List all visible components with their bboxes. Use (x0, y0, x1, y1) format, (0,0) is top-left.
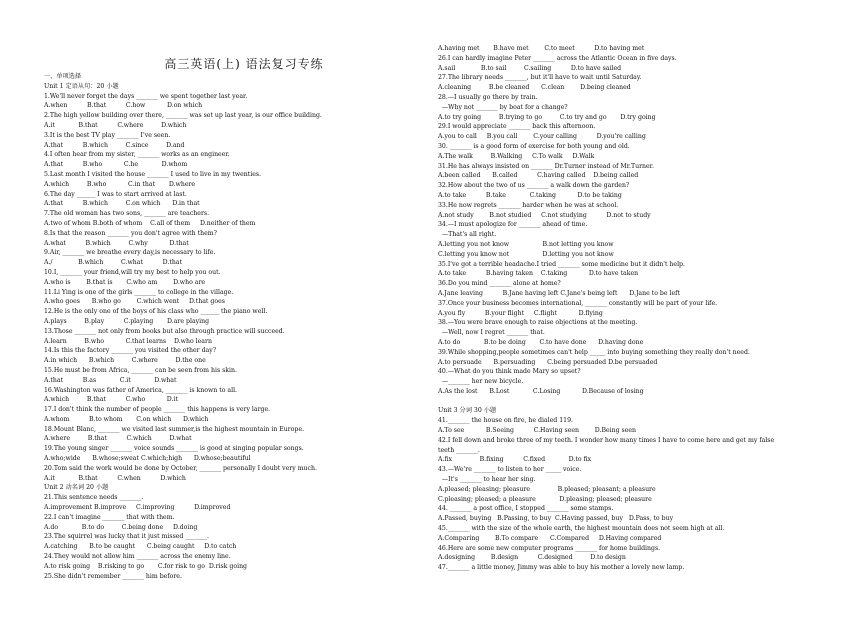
text-line: A.it B.that C.where D.which (44, 121, 187, 129)
right-column (438, 0, 838, 573)
text-line: A.improvement B.improve C.improving D.improved (44, 504, 231, 512)
text-line: A.not study B.not studied C.not studying D.not to study (438, 211, 651, 219)
text-line: 37.Once your business becomes international, _______ constantly will be part of your life. (438, 299, 718, 307)
text-line: 17.I don't think the number of people _______ this happens is very large. (44, 406, 271, 414)
text-line: A.pleased; pleasing; pleasure B.pleased; pleasant; a pleasure (438, 485, 656, 493)
text-line: 20.Tom said the work would be done by October, _______ personally I doubt very much. (44, 464, 317, 472)
text-line: 21.This sentence needs _______. (44, 494, 144, 502)
text-line: —It's _______ to hear her sing. (438, 476, 536, 484)
text-line: 30. _______ is a good form of exercise for both young and old. (438, 142, 630, 150)
text-line: A.that B.which C.on which D.in that (44, 200, 200, 208)
left-text-lines (44, 72, 444, 581)
text-line: 28.—I usually go there by train. (438, 93, 538, 101)
text-line: 10.I, _______ your friend,will try my best to help you out. (44, 268, 221, 276)
text-line: 40.—What do you think made Mary so upset? (438, 368, 581, 376)
text-line: A.who is B.that is C.who am D.who are (44, 278, 206, 286)
text-line: 13.Those _______ not only from books but also through practice will succeed. (44, 327, 285, 335)
text-line: 2.The high yellow building over there, _______ was set up last year, is our office building. (44, 112, 322, 120)
text-line: 31.He has always insisted on _______ Dr.Turner instead of Mr.Turner. (438, 162, 654, 170)
page-title: 高三英语(上) 语法复习专练 (164, 57, 324, 71)
text-line: A.fix B.fixing C.fixed D.to fix (438, 456, 592, 464)
text-line: A.you to call B.you call C.your calling D.you're calling (438, 133, 646, 141)
text-line: A.what B.which C.why D.that (44, 239, 189, 247)
right-text-lines (438, 44, 838, 573)
text-line: 5.Last month I visited the house _______ I used to live in my twenties. (44, 170, 262, 178)
text-line: —_______ her new bicycle. (438, 378, 524, 386)
text-line: 1.We'll never forget the days _______ we spent together last year. (44, 92, 248, 100)
text-line: A.to take B.having taken C.taking D.to have taken (438, 270, 639, 278)
text-line: Unit 3 分词 30 小题 (438, 407, 497, 415)
text-line: A.to risk going B.risking to go C.for risk to go D.risk going (44, 562, 248, 570)
text-line: 39.While shopping,people sometimes can't help _____ into buying something they really don't need. (438, 348, 750, 356)
text-line: A.Jane leaving B.Jane having left C.Jane's being left D.Jane to be left (438, 289, 680, 297)
text-line: A.catching B.to be caught C.being caught D.to catch (44, 543, 237, 551)
text-line: A.sail B.to sail C.sailing D.to have sailed (438, 64, 622, 72)
text-line: C.letting you know not D.letting you not know (438, 250, 614, 258)
text-line: A.Comparing B.To compare C.Compared D.Having compared (438, 534, 662, 542)
text-line: A.when B.that C.how D.on which (44, 102, 203, 110)
text-line: 38.—You were brave enough to raise objections at the meeting. (438, 319, 638, 327)
text-line: 35.I've got a terrible headache.I tried _______ some medicine but it didn't help. (438, 260, 685, 268)
text-line: A.to take B.take C.taking D.to be taking (438, 191, 622, 199)
text-line: 25.She didn't remember _______ him before. (44, 572, 182, 580)
text-line: 12.He is the only one of the boys of his class who ______ the piano well. (44, 308, 268, 316)
text-line: A.where B.that C.which D.what (44, 435, 192, 443)
text-line: 16.Washington was father of America, _______ is known to all. (44, 386, 238, 394)
text-line: A.to try going B.trying to go C.to try and go D.try going (438, 113, 656, 121)
text-line: 34.—I must apologize for _______ ahead of time. (438, 221, 588, 229)
text-line: A.to persuade B.persuading C.being persuaded D.be persuaded (438, 358, 658, 366)
text-line (438, 397, 838, 407)
text-line: A.To see B.Seeing C.Having seen D.Being seen (438, 427, 637, 435)
text-line: 29.I would appreciate _______ back this afternoon. (438, 123, 596, 131)
text-line: 8.Is that the reason _______ you don't agree with them? (44, 229, 217, 237)
text-line: 46.Here are some new computer programs _______ for home buildings. (438, 544, 661, 552)
text-line: 9.Air, _______ we breathe every day,is necessary to life. (44, 249, 216, 257)
text-line: A.whom B.to whom C.on which D.which (44, 415, 209, 423)
text-line: —Well, now I regret _______ that. (438, 329, 545, 337)
text-line: 41._______ the house on fire, he dialed 119. (438, 417, 574, 425)
text-line: A.do B.to do C.being done D.doing (44, 523, 198, 531)
text-line: 11.Li Ying is one of the girls _______ to college in the village. (44, 288, 234, 296)
text-line: A.plays B.play C.playing D.are playing (44, 317, 210, 325)
text-line: —Why not _______ by boat for a change? (438, 103, 568, 111)
text-line: A.The walk B.Walking C.To walk D.Walk (438, 152, 595, 160)
text-line: 一、单项选择 (44, 73, 82, 80)
text-line: 26.I can hardly imagine Peter _______ across the Atlantic Ocean in five days. (438, 54, 677, 62)
text-line: C.pleasing; pleased; a pleasure D.pleasing; pleased; pleasure (438, 495, 652, 503)
text-line: A.Passed, buying B.Passing, to buy C.Having passed, buy D.Pass, to buy (438, 515, 674, 523)
text-line: A.that B.who C.he D.whom (44, 161, 188, 169)
text-line: A.that B.as C.it D.what (44, 376, 177, 384)
text-line: 32.How about the two of us _______ a walk down the garden? (438, 182, 630, 190)
text-line: 24.They would not allow him _______ across the enemy line. (44, 553, 231, 561)
text-line: A.designing B.design C.designed D.to design (438, 554, 626, 562)
text-line: 6.The day ______ I was to start arrived at last. (44, 190, 187, 198)
text-line: 14.Is this the factory _______ you visited the other day? (44, 347, 217, 355)
text-line: 44. _______ a post office, I stopped _______ some stamps. (438, 505, 614, 513)
text-line: 43.—We're _______ to listen to her _____ voice. (438, 466, 582, 474)
text-line: A.been called B.called C.having called D.being called (438, 172, 639, 180)
text-line: A./ B.which C.what D.that (44, 259, 182, 267)
text-line: A.As the lost B.Lost C.Losing D.Because of losing (438, 387, 644, 395)
text-line: 22.I can't imagine _______ that with them. (44, 513, 175, 521)
text-line: A.who;wide B.whose;sweat C.which;high D.whose;beautiful (44, 455, 251, 463)
text-line: 23.The squirrel was lucky that it just missed _______. (44, 533, 209, 541)
text-line: A.it B.that C.when D.which (44, 474, 186, 482)
text-line: A.who goes B.who go C.which went D.that goes (44, 298, 225, 306)
text-line: 7.The old woman has two sons, _______ are teachers. (44, 210, 210, 218)
left-column (44, 0, 444, 581)
text-line: A.having met B.have met C.to meet D.to having met (438, 45, 645, 52)
text-line: —That's all right. (438, 231, 497, 239)
text-line: teeth _______. (438, 446, 480, 454)
text-line: A.that B.which C.since D.and (44, 141, 185, 149)
text-line: A.which B.that C.who D.it (44, 396, 178, 404)
text-line: A.in which B.which C.where D.the one (44, 357, 206, 365)
text-line: 42.I fell down and broke three of my teeth. I wonder how many times I have to come here and get my false (438, 436, 775, 444)
text-line: Unit 2 动名词 20 小题 (44, 484, 109, 492)
text-line: 19.The young singer _______ voice sounds _______ is good at singing popular songs. (44, 445, 304, 453)
text-line: A.you fly B.your flight C.flight D.flying (438, 309, 603, 317)
text-line: A.learn B.who C.that learns D.who learn (44, 337, 212, 345)
text-line: A.two of whom B.both of whom C.all of them D.neither of them (44, 219, 256, 227)
text-line: 4.I often hear from my sister, _______ works as an engineer. (44, 151, 230, 159)
text-line: 18.Mount Blanc, _______ we visited last summer,is the highest mountain in Europe. (44, 425, 305, 433)
text-line: 47._______ a little money, Jimmy was able to buy his mother a lovely new lamp. (438, 564, 685, 572)
text-line: A.cleaning B.be cleaned C.clean D.being cleaned (438, 84, 631, 92)
text-line: A.which B.who C.in that D.where (44, 180, 196, 188)
text-line: 3.It is the best TV play _______ I've seen. (44, 131, 171, 139)
text-line: 45._______ with the size of the whole earth, the highest mountain does not seem high at all. (438, 525, 725, 533)
text-line: 27.The library needs _______, but it'll have to wait until Saturday. (438, 74, 642, 82)
text-line: A.to do B.to be doing C.to have done D.having done (438, 338, 644, 346)
text-line: 15.He must be from Africa, _______ can be seen from his skin. (44, 366, 237, 374)
text-line: A.letting you not know B.not letting you know (438, 240, 614, 248)
text-line: 33.He now regrets _______ harder when he was at school. (438, 201, 619, 209)
text-line: 36.Do you mind _______ alone at home? (438, 280, 561, 288)
text-line: Unit 1 定语从句：20 小题 (44, 82, 119, 90)
